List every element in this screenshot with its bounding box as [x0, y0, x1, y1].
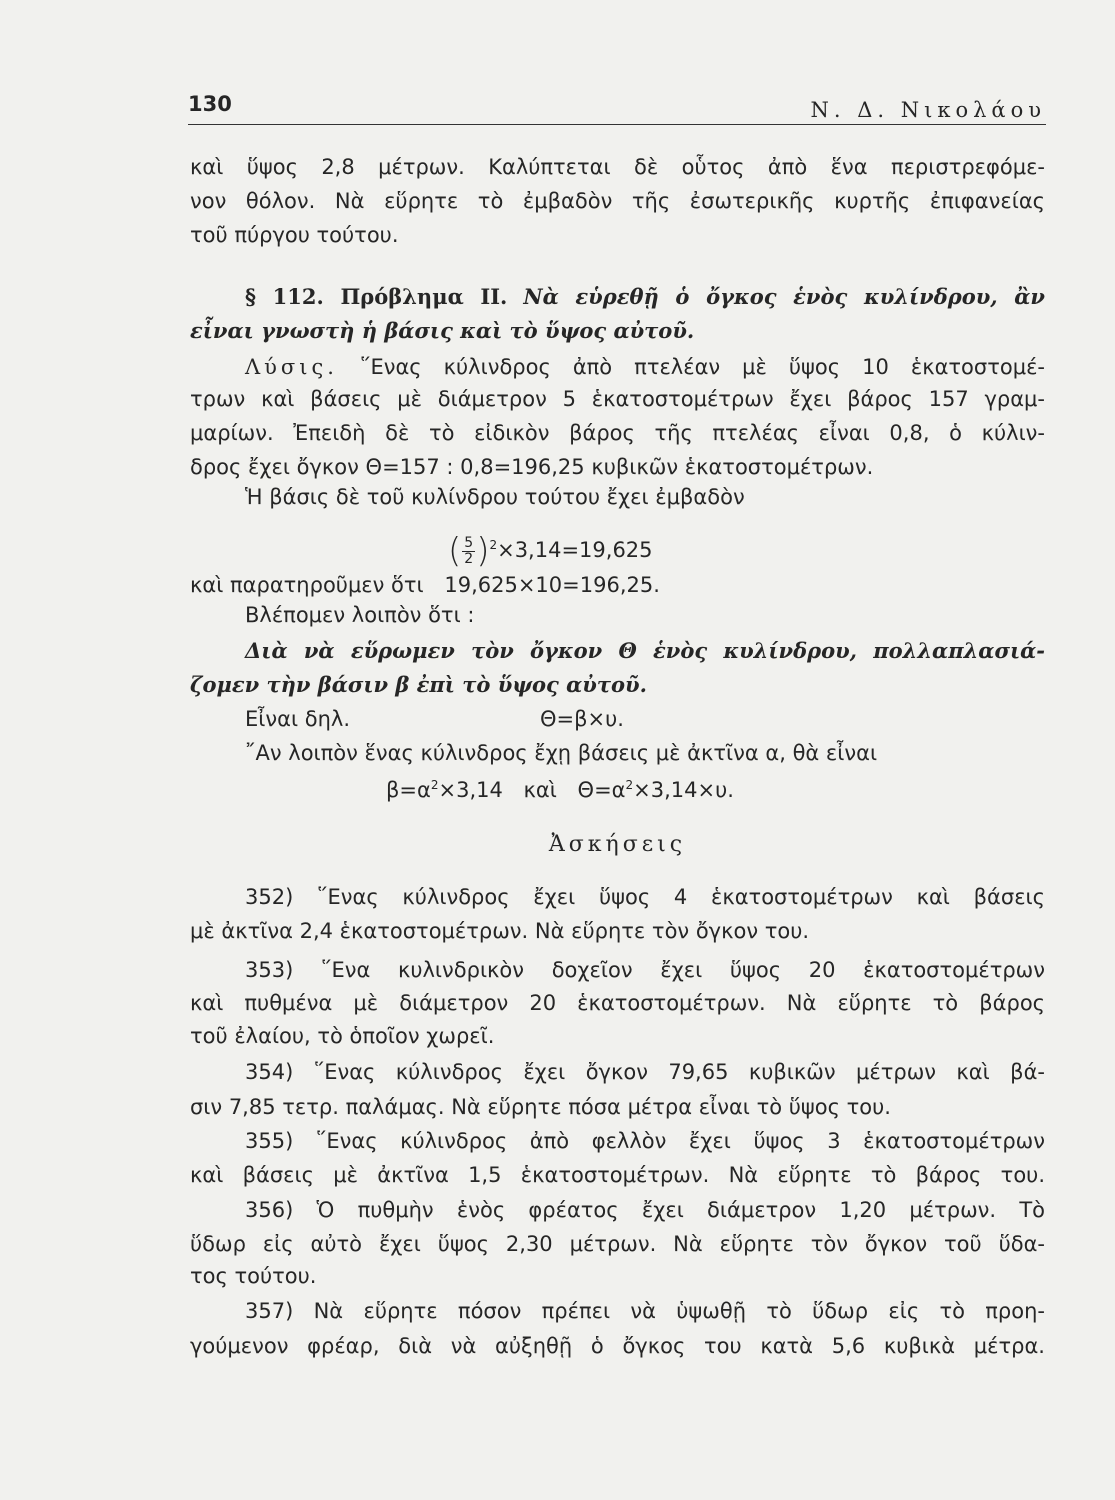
exercise-355-cont: καὶ βάσεις μὲ ἀκτῖνα 1,5 ἑκατοστομέτρων. Νὰ εὕρητε τὸ βάρος του. — [190, 1163, 1045, 1187]
exercise-356-cont: τος τούτου. — [190, 1264, 317, 1288]
exercise-357: 357) Νὰ εὕρητε πόσον πρέπει νὰ ὑψωθῇ τὸ ὕδωρ εἰς τὸ προη- — [245, 1299, 1045, 1323]
radius-line: ῎Αν λοιπὸν ἕνας κύλινδρος ἔχῃ βάσεις μὲ ἀκτῖνα α, θὰ εἶναι — [245, 741, 878, 765]
fraction: $\frac{5}{2}$ — [464, 534, 474, 567]
solution-line — [245, 352, 1045, 382]
exercises-heading: Ἀσκήσεις — [548, 832, 687, 857]
solution-text: ῞Ενας κύλινδρος ἀπὸ πτελέαν μὲ ὕψος 10 ἑκατοστομέ- — [359, 355, 1045, 379]
intro-line: καὶ ὕψος 2,8 μέτρων. Καλύπτεται δὲ οὗτος ἀπὸ ἕνα περιστρεφόμε- — [190, 155, 1045, 179]
intro-line: νον θόλον. Νὰ εὕρητε τὸ ἐμβαδὸν τῆς ἐσωτερικῆς κυρτῆς ἐπιφανείας — [190, 189, 1045, 213]
solution-line: Ἡ βάσις δὲ τοῦ κυλίνδρου τούτου ἔχει ἐμβαδὸν — [245, 485, 745, 509]
formula-line: Εἶναι δηλ. Θ=β×υ. — [245, 704, 1045, 734]
exercise-355: 355) ῞Ενας κύλινδρος ἀπὸ φελλὸν ἔχει ὕψος 3 ἑκατοστομέτρων — [245, 1129, 1045, 1153]
exercise-354: 354) ῞Ενας κύλινδρος ἔχει ὄγκον 79,65 κυβικῶν μέτρων καὶ βά- — [245, 1060, 1045, 1084]
page-number: 130 — [188, 92, 232, 116]
solution-line: δρος ἔχει ὄγκον Θ=157 : 0,8=196,25 κυβικῶν ἑκατοστομέτρων. — [190, 455, 874, 479]
exercise-356: 356) Ὁ πυθμὴν ἑνὸς φρέατος ἔχει διάμετρον 1,20 μέτρων. Τὸ — [245, 1198, 1045, 1222]
conclusion-line: Βλέπομεν λοιπὸν ὅτι : — [245, 603, 475, 627]
exercise-352-cont: μὲ ἀκτῖνα 2,4 ἑκατοστομέτρων. Νὰ εὕρητε τὸν ὄγκον του. — [190, 919, 810, 943]
section-heading — [245, 282, 1045, 312]
area-formula: ( $\frac{5}{2}$ )$^2$×3,14=19,625 — [448, 531, 653, 571]
exercise-356-cont: ὕδωρ εἰς αὐτὸ ἔχει ὕψος 2,30 μέτρων. Νὰ εὕρητε τὸν ὄγκον τοῦ ὕδα- — [190, 1232, 1045, 1256]
rule-line: ζομεν τὴν βάσιν β ἐπὶ τὸ ὕψος αὐτοῦ. — [190, 672, 647, 697]
intro-line: τοῦ πύργου τούτου. — [190, 223, 399, 247]
rule-line: Διὰ νὰ εὕρωμεν τὸν ὄγκον Θ ἑνὸς κυλίνδρου, πολλαπλασιά- — [245, 638, 1045, 663]
exercise-353-cont: τοῦ ἐλαίου, τὸ ὁποῖον χωρεῖ. — [190, 1024, 495, 1048]
exercise-352: 352) ῞Ενας κύλινδρος ἔχει ὕψος 4 ἑκατοστομέτρων καὶ βάσεις — [245, 885, 1045, 909]
solution-label: Λύσις. — [245, 355, 338, 379]
radius-formulas: $\beta=\alpha^2\times 3,14$ καὶ $\Theta=\alpha^2\times 3,14\times\upsilon$. — [386, 778, 734, 802]
observe-line: καὶ παρατηροῦμεν ὅτι 19,625×10=196,25. — [190, 573, 660, 597]
running-head: Ν. Δ. Νικολάου — [810, 98, 1046, 122]
exercise-357-cont: γούμενον φρέαρ, διὰ νὰ αὐξηθῇ ὁ ὄγκος του κατὰ 5,6 κυβικὰ μέτρα. — [190, 1334, 1045, 1358]
exercise-353-cont: καὶ πυθμένα μὲ διάμετρον 20 ἑκατοστομέτρων. Νὰ εὕρητε τὸ βάρος — [190, 991, 1045, 1015]
page-header — [188, 92, 1046, 128]
section-number: § 112. Πρόβλημα ΙΙ. — [245, 284, 508, 309]
solution-line: τρων καὶ βάσεις μὲ διάμετρον 5 ἑκατοστομέτρων ἔχει βάρος 157 γραμ- — [190, 387, 1045, 411]
header-rule — [188, 124, 1046, 125]
check-formula: 19,625×10=196,25. — [444, 573, 660, 597]
solution-line: μαρίων. Ἐπειδὴ δὲ τὸ εἰδικὸν βάρος τῆς πτελέας εἶναι 0,8, ὁ κύλιν- — [190, 421, 1045, 445]
section-title: Νὰ εὑρεθῇ ὁ ὄγκος ἑνὸς κυλίνδρου, ἂν — [523, 284, 1045, 309]
exercise-353: 353) ῞Ενα κυλινδρικὸν δοχεῖον ἔχει ὕψος 20 ἑκατοστομέτρων — [245, 958, 1045, 982]
section-title-cont: εἶναι γνωστὴ ἡ βάσις καὶ τὸ ὕψος αὐτοῦ. — [190, 318, 695, 343]
volume-formula: Θ=β×υ. — [540, 707, 624, 731]
exercise-354-cont: σιν 7,85 τετρ. παλάμας. Νὰ εὕρητε πόσα μέτρα εἶναι τὸ ὕψος του. — [190, 1095, 891, 1119]
